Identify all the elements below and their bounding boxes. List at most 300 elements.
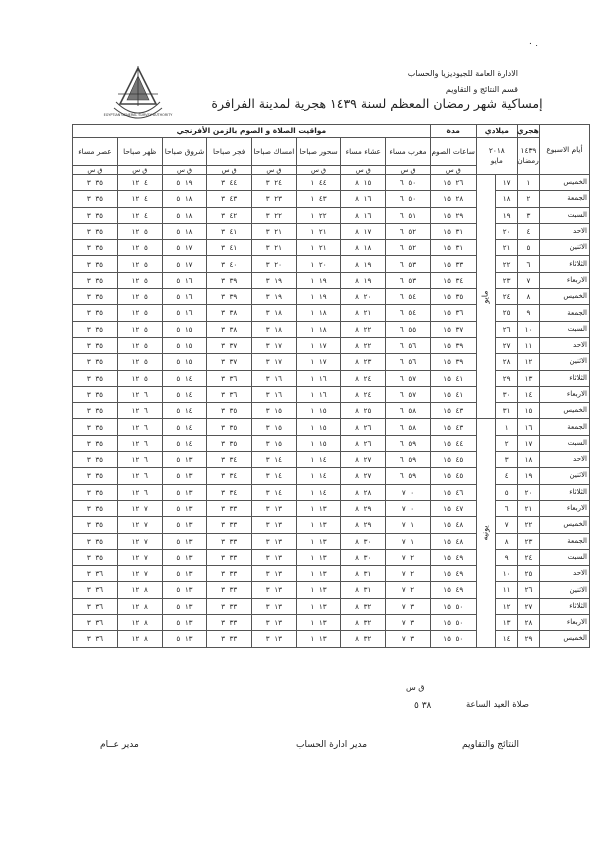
day-cell: الثلاثاء <box>539 484 589 500</box>
time-cell-fajr: ٤٤ ٣ <box>207 175 252 191</box>
day-cell: السبت <box>539 549 589 565</box>
header-isha: عشاء مساء <box>341 138 386 166</box>
time-cell-fajr: ٣٥ ٣ <box>207 403 252 419</box>
time-cell-shr: ١٤ ٥ <box>162 370 207 386</box>
gregorian-day-cell: ٢٥ <box>496 305 518 321</box>
time-cell-ims: ٢٢ ٣ <box>252 207 297 223</box>
table-row <box>73 272 590 288</box>
month-label-may: مايو <box>476 175 496 419</box>
time-cell-dur: ٤٨ ١٥ <box>430 533 476 549</box>
time-cell-mgh: ٢ ٧ <box>386 566 431 582</box>
time-cell-ims: ٢٤ ٣ <box>252 175 297 191</box>
time-cell-suh: ١٨ ١ <box>296 321 341 337</box>
header-prayer-times: مواقيت الصلاة و الصوم بالزمن الأفرنجي <box>73 125 431 138</box>
time-cell-ims: ١٦ ٣ <box>252 370 297 386</box>
day-cell: الخميس <box>539 289 589 305</box>
table-row <box>73 517 590 533</box>
time-cell-isha: ٣٢ ٨ <box>341 615 386 631</box>
header-maghrib: مغرب مساء <box>386 138 431 166</box>
time-cell-shr: ١٨ ٥ <box>162 191 207 207</box>
hijri-day-cell: ١١ <box>518 337 540 353</box>
time-cell-fajr: ٣٤ ٣ <box>207 484 252 500</box>
time-cell-isha: ٣١ ٨ <box>341 566 386 582</box>
day-cell: الثلاثاء <box>539 598 589 614</box>
hijri-day-cell: ٢٠ <box>518 484 540 500</box>
time-cell-fajr: ٣٣ ٣ <box>207 598 252 614</box>
time-cell-fajr: ٤١ ٣ <box>207 240 252 256</box>
table-row <box>73 256 590 272</box>
time-cell-fajr: ٣٧ ٣ <box>207 337 252 353</box>
time-cell-fajr: ٣٩ ٣ <box>207 289 252 305</box>
hijri-day-cell: ٢٣ <box>518 533 540 549</box>
time-cell-isha: ١٩ ٨ <box>341 272 386 288</box>
time-cell-dhr: ٤ ١٢ <box>117 191 162 207</box>
section-name: قسم النتائج و التقاويم <box>445 85 518 94</box>
hijri-day-cell: ٢٧ <box>518 598 540 614</box>
time-cell-isha: ٢٩ ٨ <box>341 517 386 533</box>
hijri-day-cell: ١٦ <box>518 419 540 435</box>
time-cell-ims: ١٣ ٣ <box>252 566 297 582</box>
time-cell-shr: ١٣ ٥ <box>162 549 207 565</box>
time-cell-shr: ١٣ ٥ <box>162 452 207 468</box>
gregorian-day-cell: ٧ <box>496 517 518 533</box>
table-row <box>73 223 590 239</box>
unit-fajr: ق س <box>207 166 252 175</box>
time-cell-suh: ٢٢ ١ <box>296 207 341 223</box>
time-cell-asr: ٣٥ ٣ <box>73 289 118 305</box>
hijri-day-cell: ٦ <box>518 256 540 272</box>
day-cell: الاثنين <box>539 468 589 484</box>
day-cell: الاحد <box>539 452 589 468</box>
table-row <box>73 566 590 582</box>
gregorian-day-cell: ١٣ <box>496 615 518 631</box>
time-cell-mgh: ٥١ ٦ <box>386 207 431 223</box>
time-cell-dhr: ٦ ١٢ <box>117 419 162 435</box>
time-cell-isha: ٢٩ ٨ <box>341 500 386 516</box>
time-cell-ims: ١٣ ٣ <box>252 598 297 614</box>
time-cell-isha: ٣١ ٨ <box>341 582 386 598</box>
day-cell: الاحد <box>539 337 589 353</box>
time-cell-dur: ٤٥ ١٥ <box>430 468 476 484</box>
time-cell-mgh: ٥٣ ٦ <box>386 256 431 272</box>
time-cell-asr: ٣٥ ٣ <box>73 175 118 191</box>
gregorian-day-cell: ٢٤ <box>496 289 518 305</box>
time-cell-dhr: ٥ ١٢ <box>117 272 162 288</box>
signature-accounts-director: مدير ادارة الحساب <box>296 740 368 750</box>
time-cell-mgh: ٣ ٧ <box>386 615 431 631</box>
time-cell-fajr: ٣٥ ٣ <box>207 419 252 435</box>
table-row <box>73 419 590 435</box>
gregorian-day-cell: ١١ <box>496 582 518 598</box>
time-cell-fajr: ٣٤ ٣ <box>207 452 252 468</box>
time-cell-dur: ٣٧ ١٥ <box>430 321 476 337</box>
time-cell-dur: ٥٠ ١٥ <box>430 631 476 647</box>
time-cell-asr: ٣٥ ٣ <box>73 272 118 288</box>
table-row <box>73 533 590 549</box>
time-cell-suh: ١٣ ١ <box>296 598 341 614</box>
hijri-day-cell: ٢٢ <box>518 517 540 533</box>
time-cell-asr: ٣٥ ٣ <box>73 207 118 223</box>
hijri-day-cell: ١٤ <box>518 386 540 402</box>
time-cell-suh: ١٣ ١ <box>296 549 341 565</box>
time-cell-dhr: ٨ ١٢ <box>117 582 162 598</box>
table-row <box>73 337 590 353</box>
time-cell-mgh: ٥٩ ٦ <box>386 435 431 451</box>
time-cell-mgh: ٠ ٧ <box>386 484 431 500</box>
day-cell: السبت <box>539 321 589 337</box>
table-row <box>73 289 590 305</box>
authority-logo <box>103 64 173 122</box>
imsakia-table <box>72 124 590 648</box>
time-cell-asr: ٣٦ ٣ <box>73 615 118 631</box>
day-cell: الاربعاء <box>539 615 589 631</box>
time-cell-ims: ٢١ ٣ <box>252 240 297 256</box>
time-cell-ims: ١٤ ٣ <box>252 452 297 468</box>
time-cell-dhr: ٧ ١٢ <box>117 517 162 533</box>
table-row <box>73 240 590 256</box>
hijri-day-cell: ١٠ <box>518 321 540 337</box>
time-cell-fajr: ٣٣ ٣ <box>207 582 252 598</box>
time-cell-suh: ١٩ ١ <box>296 272 341 288</box>
time-cell-dur: ٣١ ١٥ <box>430 223 476 239</box>
time-cell-isha: ٢٤ ٨ <box>341 370 386 386</box>
time-cell-dhr: ٥ ١٢ <box>117 289 162 305</box>
time-cell-ims: ١٣ ٣ <box>252 615 297 631</box>
time-cell-dur: ٣٣ ١٥ <box>430 256 476 272</box>
time-cell-shr: ١٣ ٥ <box>162 582 207 598</box>
day-cell: الخميس <box>539 517 589 533</box>
day-cell: الاحد <box>539 223 589 239</box>
time-cell-shr: ١٦ ٥ <box>162 289 207 305</box>
time-cell-mgh: ٥٨ ٦ <box>386 419 431 435</box>
time-cell-dur: ٣٦ ١٥ <box>430 305 476 321</box>
signature-results-calendars: النتائج والتقاويم <box>462 740 520 750</box>
time-cell-mgh: ٣ ٧ <box>386 598 431 614</box>
time-cell-dur: ٤٣ ١٥ <box>430 403 476 419</box>
gregorian-day-cell: ٢٦ <box>496 321 518 337</box>
time-cell-ims: ٢٠ ٣ <box>252 256 297 272</box>
time-cell-suh: ١٧ ١ <box>296 337 341 353</box>
header-suhoor: سحور صباحا <box>296 138 341 166</box>
time-cell-dur: ٤٩ ١٥ <box>430 549 476 565</box>
time-cell-dhr: ٧ ١٢ <box>117 549 162 565</box>
time-cell-dur: ٤١ ١٥ <box>430 386 476 402</box>
time-cell-fajr: ٣٥ ٣ <box>207 435 252 451</box>
time-cell-fajr: ٣٩ ٣ <box>207 272 252 288</box>
time-cell-dur: ٢٨ ١٥ <box>430 191 476 207</box>
time-cell-isha: ٢٥ ٨ <box>341 403 386 419</box>
table-row <box>73 305 590 321</box>
time-cell-ims: ١٣ ٣ <box>252 500 297 516</box>
day-cell: السبت <box>539 207 589 223</box>
time-cell-ims: ١٨ ٣ <box>252 321 297 337</box>
time-cell-suh: ١٤ ١ <box>296 468 341 484</box>
time-cell-shr: ١٣ ٥ <box>162 533 207 549</box>
table-row <box>73 468 590 484</box>
day-cell: الجمعة <box>539 419 589 435</box>
gregorian-day-cell: ٢٧ <box>496 337 518 353</box>
time-cell-ims: ١٥ ٣ <box>252 419 297 435</box>
time-cell-asr: ٣٥ ٣ <box>73 386 118 402</box>
time-cell-shr: ١٣ ٥ <box>162 631 207 647</box>
table-row <box>73 500 590 516</box>
gregorian-day-cell: ٨ <box>496 533 518 549</box>
table-row <box>73 631 590 647</box>
time-cell-dhr: ٥ ١٢ <box>117 256 162 272</box>
time-cell-mgh: ١ ٧ <box>386 517 431 533</box>
time-cell-dhr: ٨ ١٢ <box>117 598 162 614</box>
table-row <box>73 484 590 500</box>
time-cell-ims: ١٩ ٣ <box>252 289 297 305</box>
time-cell-suh: ١٦ ١ <box>296 370 341 386</box>
time-cell-isha: ٢٤ ٨ <box>341 386 386 402</box>
gregorian-day-cell: ٣١ <box>496 403 518 419</box>
gregorian-day-cell: ٢٩ <box>496 370 518 386</box>
time-cell-shr: ١٣ ٥ <box>162 598 207 614</box>
hijri-day-cell: ٢٤ <box>518 549 540 565</box>
gregorian-day-cell: ٢ <box>496 435 518 451</box>
gregorian-day-cell: ٢٣ <box>496 272 518 288</box>
hijri-day-cell: ١٩ <box>518 468 540 484</box>
time-cell-isha: ١٥ ٨ <box>341 175 386 191</box>
time-cell-dhr: ٨ ١٢ <box>117 615 162 631</box>
time-cell-mgh: ٣ ٧ <box>386 631 431 647</box>
time-cell-suh: ٤٣ ١ <box>296 191 341 207</box>
time-cell-suh: ١٣ ١ <box>296 615 341 631</box>
time-cell-shr: ١٤ ٥ <box>162 386 207 402</box>
time-cell-fajr: ٣٣ ٣ <box>207 549 252 565</box>
time-cell-ims: ١٤ ٣ <box>252 484 297 500</box>
time-cell-isha: ٣٢ ٨ <box>341 598 386 614</box>
gregorian-day-cell: ١٩ <box>496 207 518 223</box>
time-cell-ims: ١٣ ٣ <box>252 582 297 598</box>
gregorian-day-cell: ٣٠ <box>496 386 518 402</box>
time-cell-mgh: ٢ ٧ <box>386 582 431 598</box>
day-cell: الخميس <box>539 631 589 647</box>
page-title: إمساكية شهر رمضان المعظم لسنة ١٤٣٩ هجرية لمدينة الفرافرة <box>211 96 543 111</box>
table-row <box>73 321 590 337</box>
time-cell-isha: ١٧ ٨ <box>341 223 386 239</box>
unit-shorouq: ق س <box>162 166 207 175</box>
time-cell-isha: ١٩ ٨ <box>341 256 386 272</box>
time-cell-suh: ١٩ ١ <box>296 289 341 305</box>
time-cell-shr: ١٤ ٥ <box>162 435 207 451</box>
header-hijri: هجري <box>518 125 540 138</box>
time-cell-asr: ٣٥ ٣ <box>73 305 118 321</box>
unit-suhoor: ق س <box>296 166 341 175</box>
hijri-day-cell: ٢٩ <box>518 631 540 647</box>
time-cell-dhr: ٥ ١٢ <box>117 354 162 370</box>
time-cell-suh: ١٣ ١ <box>296 566 341 582</box>
time-cell-isha: ٣٢ ٨ <box>341 631 386 647</box>
gregorian-day-cell: ٥ <box>496 484 518 500</box>
time-cell-isha: ١٦ ٨ <box>341 191 386 207</box>
time-cell-asr: ٣٥ ٣ <box>73 354 118 370</box>
hijri-day-cell: ٨ <box>518 289 540 305</box>
time-cell-dur: ٤٨ ١٥ <box>430 517 476 533</box>
time-cell-ims: ١٣ ٣ <box>252 517 297 533</box>
unit-duration: ق س <box>430 166 476 175</box>
table-row <box>73 403 590 419</box>
time-cell-mgh: ٥٩ ٦ <box>386 452 431 468</box>
hijri-day-cell: ٥ <box>518 240 540 256</box>
time-cell-shr: ١٨ ٥ <box>162 223 207 239</box>
time-cell-asr: ٣٥ ٣ <box>73 517 118 533</box>
time-cell-dhr: ٧ ١٢ <box>117 533 162 549</box>
day-cell: الاربعاء <box>539 500 589 516</box>
time-cell-shr: ١٧ ٥ <box>162 240 207 256</box>
time-cell-dhr: ٦ ١٢ <box>117 452 162 468</box>
eid-prayer-label: صلاة العيد الساعة <box>466 700 529 710</box>
eid-prayer-time: ٣٨ ٥ <box>414 701 432 711</box>
time-cell-mgh: ٥٨ ٦ <box>386 403 431 419</box>
time-cell-shr: ١٣ ٥ <box>162 566 207 582</box>
header-asr: عصر مساء <box>73 138 118 166</box>
time-cell-asr: ٣٥ ٣ <box>73 321 118 337</box>
table-row <box>73 435 590 451</box>
table-row <box>73 370 590 386</box>
time-cell-fajr: ٤٣ ٣ <box>207 191 252 207</box>
time-cell-dhr: ٧ ١٢ <box>117 566 162 582</box>
time-cell-dur: ٣٤ ١٥ <box>430 272 476 288</box>
time-cell-ims: ١٤ ٣ <box>252 468 297 484</box>
hijri-day-cell: ٢ <box>518 191 540 207</box>
time-cell-dhr: ٤ ١٢ <box>117 207 162 223</box>
header-duration-top: مدة <box>430 125 476 138</box>
time-cell-ims: ١٦ ٣ <box>252 386 297 402</box>
time-cell-asr: ٣٥ ٣ <box>73 403 118 419</box>
unit-isha: ق س <box>341 166 386 175</box>
time-cell-dhr: ٦ ١٢ <box>117 435 162 451</box>
time-cell-dur: ٣٥ ١٥ <box>430 289 476 305</box>
gregorian-day-cell: ٢٠ <box>496 223 518 239</box>
day-cell: السبت <box>539 435 589 451</box>
time-cell-dur: ٤٧ ١٥ <box>430 500 476 516</box>
time-cell-fajr: ٣٣ ٣ <box>207 566 252 582</box>
time-cell-ims: ١٥ ٣ <box>252 403 297 419</box>
table-row <box>73 582 590 598</box>
gregorian-day-cell: ٦ <box>496 500 518 516</box>
time-cell-shr: ١٤ ٥ <box>162 419 207 435</box>
time-cell-shr: ١٦ ٥ <box>162 272 207 288</box>
time-cell-dhr: ٥ ١٢ <box>117 305 162 321</box>
time-cell-fajr: ٤٠ ٣ <box>207 256 252 272</box>
time-cell-asr: ٣٥ ٣ <box>73 240 118 256</box>
time-cell-dhr: ٥ ١٢ <box>117 223 162 239</box>
header-dhuhr: ظهر صباحا <box>117 138 162 166</box>
day-cell: الجمعة <box>539 533 589 549</box>
time-cell-isha: ٢٣ ٨ <box>341 354 386 370</box>
time-cell-suh: ١٨ ١ <box>296 305 341 321</box>
time-cell-mgh: ٥٢ ٦ <box>386 240 431 256</box>
hijri-day-cell: ١٨ <box>518 452 540 468</box>
day-cell: الثلاثاء <box>539 256 589 272</box>
unit-asr: ق س <box>73 166 118 175</box>
time-cell-isha: ٣٠ ٨ <box>341 533 386 549</box>
hijri-day-cell: ١٣ <box>518 370 540 386</box>
time-cell-asr: ٣٥ ٣ <box>73 452 118 468</box>
time-cell-ims: ١٥ ٣ <box>252 435 297 451</box>
signature-general-director: مدير عــام <box>100 740 139 750</box>
gregorian-day-cell: ٢٨ <box>496 354 518 370</box>
time-cell-ims: ١٣ ٣ <box>252 533 297 549</box>
header-miladi: ميلادي <box>476 125 517 138</box>
day-cell: الجمعة <box>539 305 589 321</box>
time-cell-suh: ٢٠ ١ <box>296 256 341 272</box>
time-cell-isha: ٢٦ ٨ <box>341 419 386 435</box>
time-cell-dur: ٥٠ ١٥ <box>430 615 476 631</box>
time-cell-mgh: ٥٦ ٦ <box>386 337 431 353</box>
time-cell-dhr: ٥ ١٢ <box>117 321 162 337</box>
time-cell-dhr: ٦ ١٢ <box>117 403 162 419</box>
time-cell-ims: ١٨ ٣ <box>252 305 297 321</box>
time-cell-suh: ١٧ ١ <box>296 354 341 370</box>
header-shorouq: شروق صباحا <box>162 138 207 166</box>
time-cell-dhr: ٦ ١٢ <box>117 484 162 500</box>
time-cell-fajr: ٤٢ ٣ <box>207 207 252 223</box>
hijri-day-cell: ٣ <box>518 207 540 223</box>
time-cell-dhr: ٤ ١٢ <box>117 175 162 191</box>
time-cell-dur: ٤٦ ١٥ <box>430 484 476 500</box>
time-cell-mgh: ٥٢ ٦ <box>386 223 431 239</box>
time-cell-fajr: ٣٣ ٣ <box>207 500 252 516</box>
time-cell-fajr: ٣٦ ٣ <box>207 370 252 386</box>
hijri-day-cell: ١٧ <box>518 435 540 451</box>
time-cell-isha: ٢٢ ٨ <box>341 337 386 353</box>
gregorian-day-cell: ٢٢ <box>496 256 518 272</box>
table-row <box>73 175 590 191</box>
time-cell-shr: ١٦ ٥ <box>162 305 207 321</box>
time-cell-dur: ٢٦ ١٥ <box>430 175 476 191</box>
table-row <box>73 598 590 614</box>
time-cell-dur: ٣١ ١٥ <box>430 240 476 256</box>
day-cell: الخميس <box>539 175 589 191</box>
time-cell-shr: ١٥ ٥ <box>162 354 207 370</box>
day-cell: الخميس <box>539 403 589 419</box>
gregorian-day-cell: ٣ <box>496 452 518 468</box>
time-cell-mgh: ٥٤ ٦ <box>386 305 431 321</box>
table-row <box>73 207 590 223</box>
time-cell-mgh: ١ ٧ <box>386 533 431 549</box>
gregorian-day-cell: ١٧ <box>496 175 518 191</box>
time-cell-isha: ١٨ ٨ <box>341 240 386 256</box>
time-cell-dhr: ٧ ١٢ <box>117 500 162 516</box>
day-cell: الاحد <box>539 566 589 582</box>
time-cell-fajr: ٣٧ ٣ <box>207 354 252 370</box>
time-cell-dur: ٣٩ ١٥ <box>430 354 476 370</box>
time-cell-asr: ٣٥ ٣ <box>73 435 118 451</box>
time-cell-suh: ٢١ ١ <box>296 223 341 239</box>
table-row <box>73 191 590 207</box>
time-cell-dur: ٤٩ ١٥ <box>430 566 476 582</box>
page-number: ۰ . <box>528 38 538 48</box>
time-cell-isha: ٢٠ ٨ <box>341 289 386 305</box>
time-cell-dhr: ٨ ١٢ <box>117 631 162 647</box>
hijri-day-cell: ١ <box>518 175 540 191</box>
time-cell-suh: ٢١ ١ <box>296 240 341 256</box>
time-cell-shr: ١٩ ٥ <box>162 175 207 191</box>
gregorian-day-cell: ١٤ <box>496 631 518 647</box>
hijri-day-cell: ١٢ <box>518 354 540 370</box>
time-cell-fajr: ٣٣ ٣ <box>207 631 252 647</box>
time-cell-dur: ٤٩ ١٥ <box>430 582 476 598</box>
time-cell-dur: ٤١ ١٥ <box>430 370 476 386</box>
department-name: الادارة العامة للجيوديزيا والحساب <box>407 69 518 78</box>
time-cell-fajr: ٣٣ ٣ <box>207 615 252 631</box>
time-cell-asr: ٣٥ ٣ <box>73 191 118 207</box>
time-cell-dhr: ٦ ١٢ <box>117 468 162 484</box>
header-miladi-year: ٢٠١٨ مايو <box>476 138 517 175</box>
